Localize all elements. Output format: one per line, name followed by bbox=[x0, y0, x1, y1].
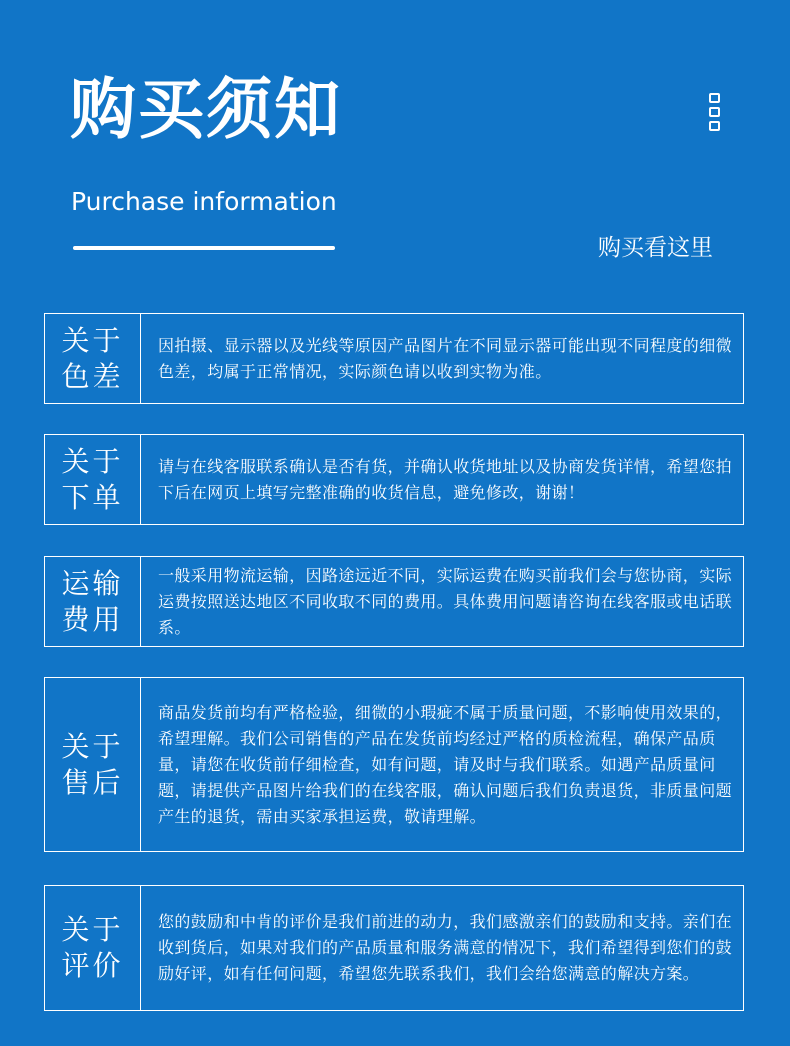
section-ordering bbox=[44, 434, 744, 525]
section-text: 商品发货前均有严格检验，细微的小瑕疵不属于质量问题，不影响使用效果的，希望理解。我们公司销售的产品在发货前均经过严格的质检流程，确保产品质量，请您在收货前仔细检查，如有问题，请及时与我们联系。如遇产品质量问题，请提供产品图片给我们的在线客服，确认问题后我们负责退货，非质量问题产生的退货，需由买家承担运费，敬请理解。 bbox=[158, 702, 733, 826]
title-divider bbox=[73, 246, 335, 250]
section-label: 关于 评价 bbox=[45, 886, 141, 1010]
section-after-sales bbox=[44, 677, 744, 852]
purchase-here-link[interactable]: 购买看这里 bbox=[598, 235, 713, 261]
section-label: 关于 售后 bbox=[45, 678, 141, 851]
section-label: 运输 费用 bbox=[45, 557, 141, 646]
page-subtitle: Purchase information bbox=[71, 187, 337, 216]
section-review bbox=[44, 885, 744, 1011]
section-label: 关于 下单 bbox=[45, 435, 141, 524]
section-shipping-fee bbox=[44, 556, 744, 647]
section-label: 关于 色差 bbox=[45, 314, 141, 403]
section-text: 因拍摄、显示器以及光线等原因产品图片在不同显示器可能出现不同程度的细微色差，均属于正常情况，实际颜色请以收到实物为准。 bbox=[158, 335, 733, 381]
section-text: 请与在线客服联系确认是否有货，并确认收货地址以及协商发货详情，希望您拍下后在网页上填写完整准确的收货信息，避免修改，谢谢！ bbox=[158, 456, 733, 502]
page-title: 购买须知 bbox=[70, 71, 342, 148]
section-text: 一般采用物流运输，因路途远近不同，实际运费在购买前我们会与您协商，实际运费按照送达地区不同收取不同的费用。具体费用问题请咨询在线客服或电话联系。 bbox=[158, 565, 733, 637]
section-color-difference bbox=[44, 313, 744, 404]
menu-dots-icon[interactable] bbox=[709, 93, 720, 131]
section-text: 您的鼓励和中肯的评价是我们前进的动力，我们感激亲们的鼓励和支持。亲们在收到货后，如果对我们的产品质量和服务满意的情况下，我们希望得到您们的鼓励好评，如有任何问题，希望您先联系我们，我们会给您满意的解决方案。 bbox=[158, 912, 733, 983]
